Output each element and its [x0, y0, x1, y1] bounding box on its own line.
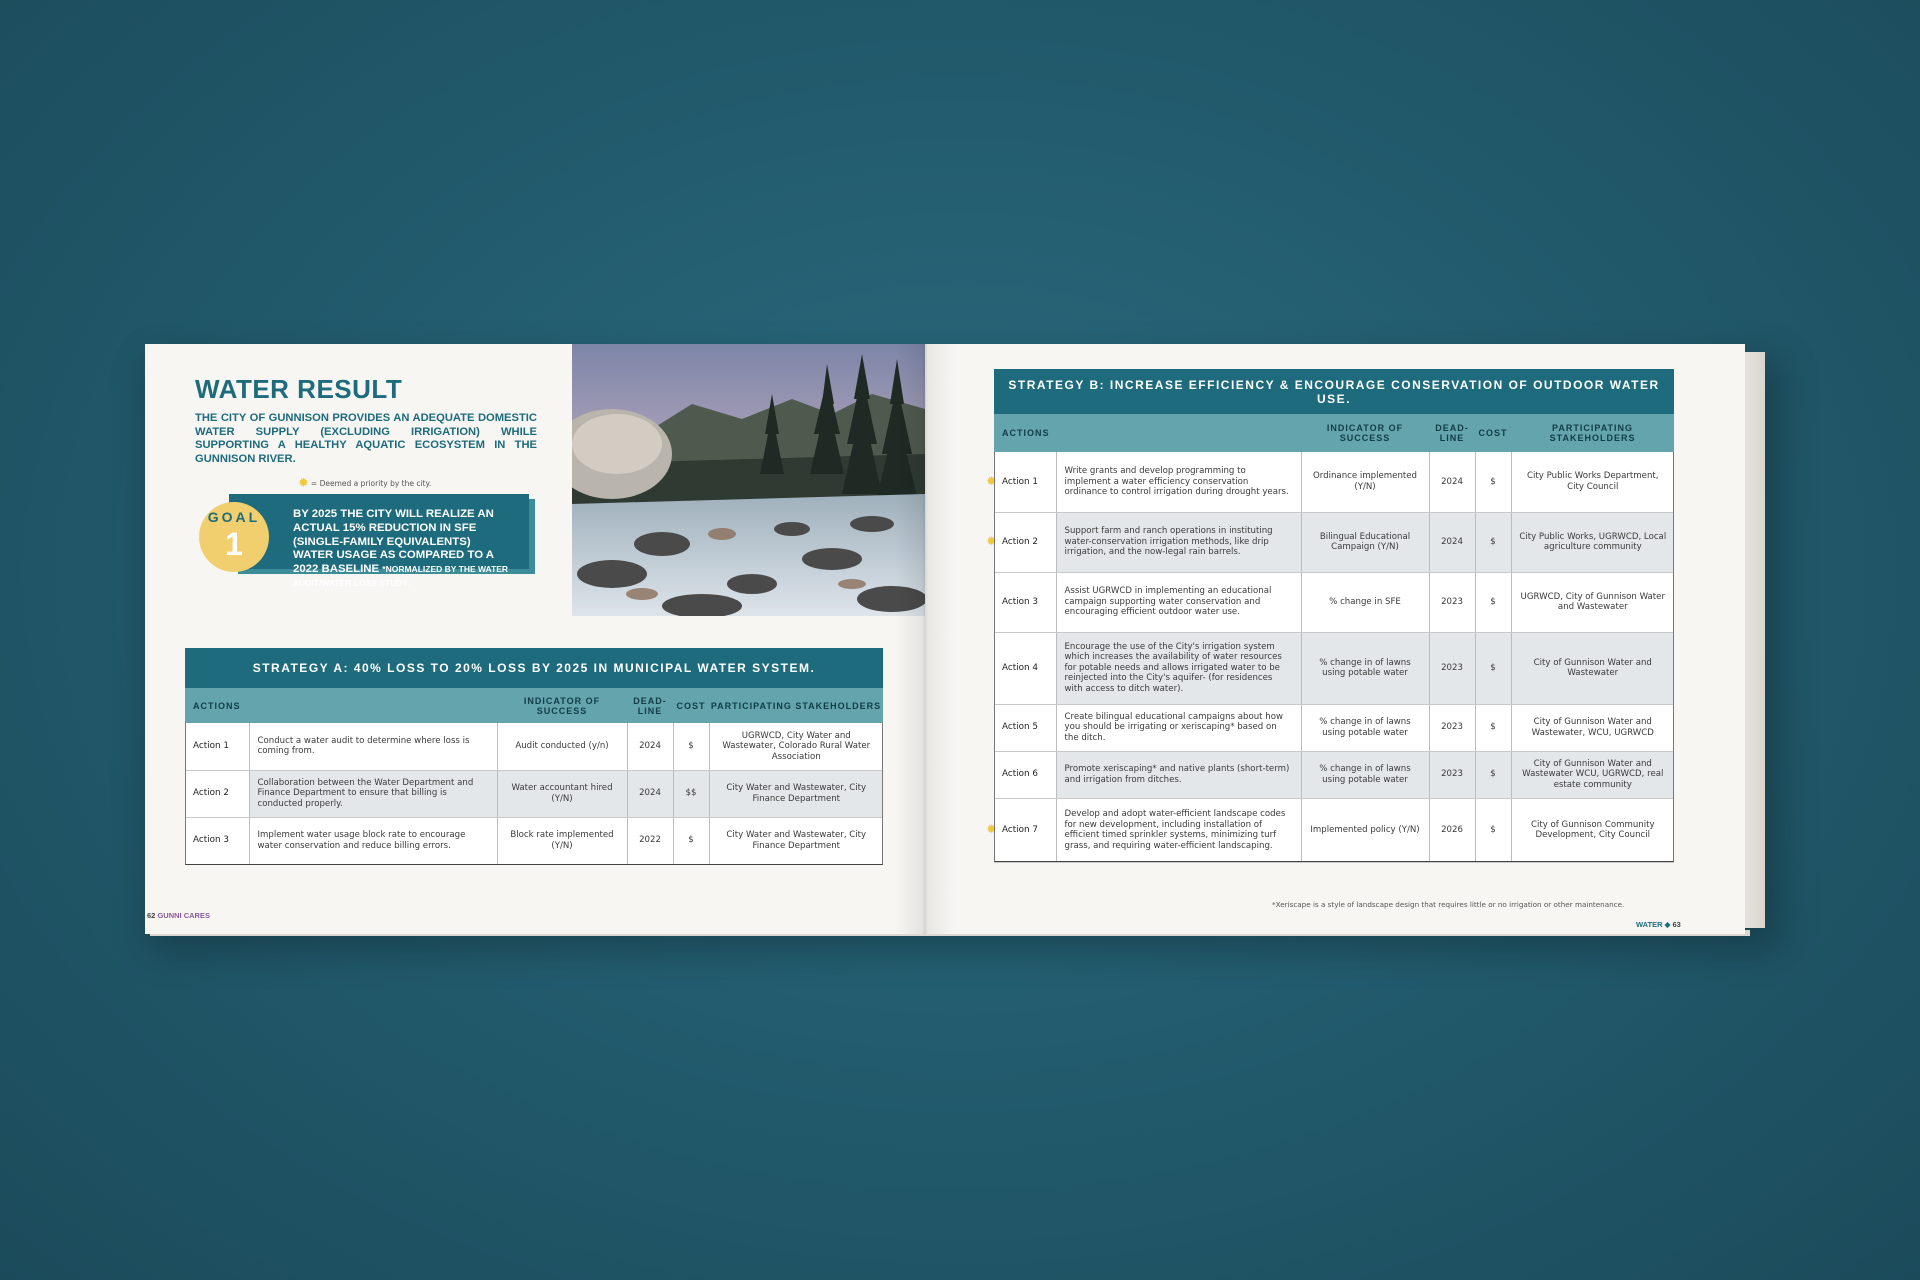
- header-cost: COST: [673, 688, 709, 723]
- table-row: [185, 723, 883, 770]
- indicator-cell: Bilingual Educational Campaign (Y/N): [1301, 512, 1429, 572]
- indicator-cell: Audit conducted (y/n): [497, 723, 627, 770]
- cost-cell: $: [1475, 632, 1511, 704]
- deadline-cell: 2024: [1429, 512, 1475, 572]
- indicator-cell: % change in of lawns using potable water: [1301, 704, 1429, 751]
- table-row: [994, 572, 1674, 632]
- right-page: [925, 344, 1745, 934]
- action-description: Conduct a water audit to determine where loss is coming from.: [249, 723, 497, 770]
- cost-cell: $: [1475, 512, 1511, 572]
- priority-sun-icon: ✹: [986, 822, 997, 838]
- stakeholders-cell: City Water and Wastewater, City Finance Department: [709, 770, 883, 817]
- table-row: [185, 817, 883, 864]
- action-label: Action 3: [185, 817, 249, 864]
- stakeholders-cell: City of Gunnison Water and Wastewater: [1511, 632, 1674, 704]
- priority-note: = Deemed a priority by the city.: [310, 479, 432, 488]
- indicator-cell: Block rate implemented (Y/N): [497, 817, 627, 864]
- action-description: Collaboration between the Water Department and Finance Department to ensure that billing is conducted properly.: [249, 770, 497, 817]
- header-stakeholders: PARTICIPATING STAKEHOLDERS: [1511, 414, 1674, 452]
- stakeholders-cell: City of Gunnison Water and Wastewater WCU, UGRWCD, real estate community: [1511, 751, 1674, 798]
- action-description: Assist UGRWCD in implementing an educational campaign supporting water conservation and encouraging efficient outdoor water use.: [1056, 572, 1301, 632]
- indicator-cell: % change in SFE: [1301, 572, 1429, 632]
- cost-cell: $: [1475, 704, 1511, 751]
- action-label: [994, 632, 1056, 704]
- strategy-b-grid: [986, 369, 1674, 863]
- stakeholders-cell: UGRWCD, City Water and Wastewater, Colorado Rural Water Association: [709, 723, 883, 770]
- header-indicator: INDICATOR OF SUCCESS: [497, 688, 627, 723]
- header-stakeholders: PARTICIPATING STAKEHOLDERS: [709, 688, 883, 723]
- header-actions: ACTIONS: [994, 414, 1301, 452]
- action-text: Action 7: [1002, 824, 1038, 835]
- intro-statement: THE CITY OF GUNNISON PROVIDES AN ADEQUATE DOMESTIC WATER SUPPLY (EXCLUDING IRRIGATION) WHILE SUPPORTING A HEALTHY AQUATIC ECOSYSTEM IN THE GUNNISON RIVER.: [195, 412, 537, 465]
- strategy-a-grid: [185, 648, 883, 865]
- cost-cell: $: [673, 723, 709, 770]
- action-text: Action 5: [1002, 722, 1038, 733]
- cost-cell: $: [1475, 798, 1511, 862]
- goal-number: 1: [225, 526, 243, 562]
- header-deadline: DEAD-LINE: [1429, 414, 1475, 452]
- action-description: Develop and adopt water-efficient landscape codes for new development, including installation of efficient timed sprinkler systems, minimizing turf grass, and requiring water-efficient landscaping.: [1056, 798, 1301, 862]
- stakeholders-cell: City of Gunnison Water and Wastewater, WCU, UGRWCD: [1511, 704, 1674, 751]
- deadline-cell: 2023: [1429, 704, 1475, 751]
- action-label: [994, 572, 1056, 632]
- deadline-cell: 2023: [1429, 572, 1475, 632]
- indicator-cell: Ordinance implemented (Y/N): [1301, 452, 1429, 512]
- table-row: [994, 452, 1674, 512]
- page-title: WATER RESULT: [195, 374, 403, 404]
- action-description: Write grants and develop programming to implement a water efficiency conservation ordinance to control irrigation during drought years.: [1056, 452, 1301, 512]
- action-label: Action 1: [185, 723, 249, 770]
- deadline-cell: 2024: [627, 723, 673, 770]
- stakeholders-cell: City Public Works Department, City Council: [1511, 452, 1674, 512]
- table-row: [994, 798, 1674, 862]
- action-description: Promote xeriscaping* and native plants (short-term) and irrigation from ditches.: [1056, 751, 1301, 798]
- strategy-a-title: STRATEGY A: 40% LOSS TO 20% LOSS BY 2025 IN MUNICIPAL WATER SYSTEM.: [185, 648, 883, 688]
- action-description: Create bilingual educational campaigns about how you should be irrigating or xeriscaping* based on the ditch.: [1056, 704, 1301, 751]
- goal-word: GOAL: [207, 509, 261, 525]
- publication-name: GUNNI CARES: [157, 911, 210, 920]
- indicator-cell: % change in of lawns using potable water: [1301, 751, 1429, 798]
- action-description: Implement water usage block rate to encourage water conservation and reduce billing errors.: [249, 817, 497, 864]
- stakeholders-cell: UGRWCD, City of Gunnison Water and Wastewater: [1511, 572, 1674, 632]
- action-description: Encourage the use of the City's irrigation system which increases the availability of water resources for potable needs and allows irrigated water to be reinjected into the City's aquifer- (for residences with access to ditch water).: [1056, 632, 1301, 704]
- river-photo: [572, 344, 925, 616]
- action-text: Action 6: [1002, 769, 1038, 780]
- right-folio: [1636, 920, 1681, 929]
- cost-cell: $: [1475, 452, 1511, 512]
- stakeholders-cell: City Public Works, UGRWCD, Local agriculture community: [1511, 512, 1674, 572]
- goal-badge: [199, 502, 269, 572]
- goal-text: [293, 508, 513, 591]
- action-description: Support farm and ranch operations in instituting water-conservation irrigation methods, like drip irrigation, and the now-legal rain barrels.: [1056, 512, 1301, 572]
- action-text: Action 3: [1002, 596, 1038, 607]
- left-page: [145, 344, 925, 934]
- deadline-cell: 2023: [1429, 632, 1475, 704]
- page-number-left: 62: [147, 911, 156, 920]
- indicator-cell: Implemented policy (Y/N): [1301, 798, 1429, 862]
- action-text: Action 2: [1002, 536, 1038, 547]
- cost-cell: $: [1475, 572, 1511, 632]
- section-name: WATER: [1636, 920, 1663, 929]
- cost-cell: $$: [673, 770, 709, 817]
- action-label: Action 2: [185, 770, 249, 817]
- strategy-b-title: STRATEGY B: INCREASE EFFICIENCY & ENCOURAGE CONSERVATION OF OUTDOOR WATER USE.: [994, 369, 1674, 414]
- action-text: Action 1: [1002, 476, 1038, 487]
- priority-legend: [298, 477, 431, 490]
- deadline-cell: 2023: [1429, 751, 1475, 798]
- action-label: [986, 452, 1056, 512]
- table-row: [994, 632, 1674, 704]
- table-row: [994, 751, 1674, 798]
- cost-cell: $: [1475, 751, 1511, 798]
- action-label: [986, 798, 1056, 862]
- diamond-icon: ◆: [1664, 920, 1671, 929]
- table-row: [994, 704, 1674, 751]
- table-row: [994, 512, 1674, 572]
- left-folio: [147, 911, 210, 920]
- indicator-cell: Water accountant hired (Y/N): [497, 770, 627, 817]
- page-number-right: 63: [1672, 920, 1681, 929]
- deadline-cell: 2022: [627, 817, 673, 864]
- strategy-b-rows: [986, 452, 1674, 862]
- stakeholders-cell: City of Gunnison Community Development, City Council: [1511, 798, 1674, 862]
- cost-cell: $: [673, 817, 709, 864]
- deadline-cell: 2026: [1429, 798, 1475, 862]
- goal-note: *NORMALIZED BY THE WATER AUDIT/WATER LOSS STUDY.: [293, 564, 509, 588]
- table-row: [185, 770, 883, 817]
- action-label: [994, 751, 1056, 798]
- header-indicator: INDICATOR OF SUCCESS: [1301, 414, 1429, 452]
- header-cost: COST: [1475, 414, 1511, 452]
- deadline-cell: 2024: [627, 770, 673, 817]
- goal-statement: BY 2025 THE CITY WILL REALIZE AN ACTUAL 15% REDUCTION IN SFE (SINGLE-FAMILY EQUIVALENTS) WATER USAGE AS COMPARED TO A 2022 BASELINE: [293, 508, 494, 576]
- action-label: [994, 704, 1056, 751]
- deadline-cell: 2024: [1429, 452, 1475, 512]
- action-label: [986, 512, 1056, 572]
- xeriscape-footnote: *Xeriscape is a style of landscape design that requires little or no irrigation or other maintenance.: [1272, 900, 1625, 909]
- indicator-cell: % change in of lawns using potable water: [1301, 632, 1429, 704]
- priority-sun-icon: ✹: [986, 534, 997, 550]
- stakeholders-cell: City Water and Wastewater, City Finance Department: [709, 817, 883, 864]
- header-actions: ACTIONS: [185, 688, 497, 723]
- action-text: Action 4: [1002, 662, 1038, 673]
- sun-icon: ✹: [298, 476, 309, 491]
- header-deadline: DEAD-LINE: [627, 688, 673, 723]
- river-photo-illustration: [572, 344, 925, 616]
- priority-sun-icon: ✹: [986, 474, 997, 490]
